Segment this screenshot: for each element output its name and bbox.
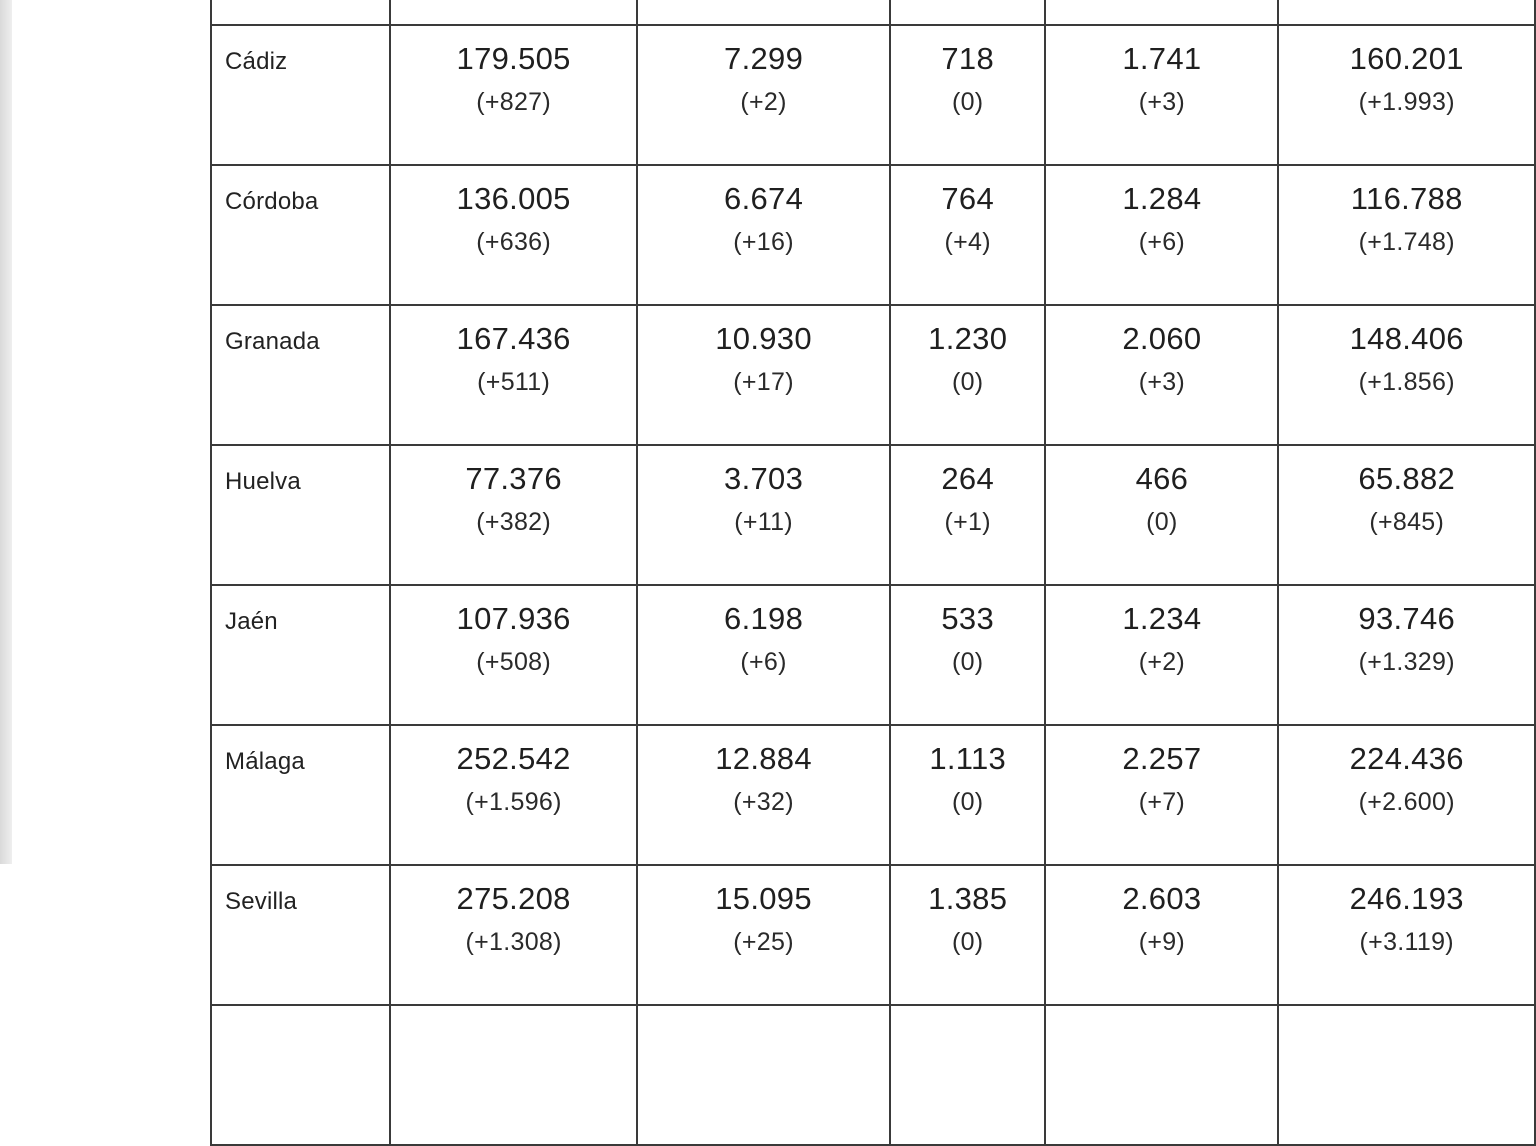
value-cell — [1278, 445, 1535, 585]
province-cell: Cádiz — [211, 25, 390, 165]
cell-daily-change: (+845) — [1369, 508, 1445, 536]
cell-value: 6.674 — [724, 181, 804, 216]
value-cell — [890, 585, 1045, 725]
cell-daily-change: (+1) — [944, 508, 991, 536]
cell-daily-change: (0) — [951, 788, 984, 816]
value-cell — [637, 1005, 890, 1145]
cell-daily-change: (+1.856) — [1358, 368, 1455, 396]
value-cell — [1278, 1005, 1535, 1145]
cell-daily-change: (+2) — [740, 88, 787, 116]
cell-value: 107.936 — [456, 601, 571, 636]
province-cell: Jaén — [211, 585, 390, 725]
cell-daily-change: (+17) — [733, 368, 794, 396]
value-cell — [1045, 1005, 1278, 1145]
cell-value: 1.234 — [1122, 601, 1202, 636]
value-cell — [390, 445, 637, 585]
cell-value: 7.299 — [724, 41, 804, 76]
value-cell — [637, 445, 890, 585]
value-cell — [637, 0, 890, 25]
cell-daily-change: (+6) — [740, 648, 787, 676]
value-cell — [1045, 0, 1278, 25]
value-cell — [637, 25, 890, 165]
document-page — [12, 0, 1536, 956]
table-row — [211, 585, 1535, 725]
cell-value: 466 — [1135, 461, 1189, 496]
cell-daily-change: (0) — [951, 648, 984, 676]
cell-daily-change: (+9) — [1138, 928, 1186, 956]
viewer-left-edge — [0, 0, 12, 864]
value-cell — [1045, 25, 1278, 165]
value-cell — [637, 305, 890, 445]
value-cell — [890, 25, 1045, 165]
value-cell — [890, 725, 1045, 865]
cell-daily-change: (+3) — [1138, 368, 1186, 396]
province-cell: Huelva — [211, 445, 390, 585]
cell-daily-change: (0) — [951, 368, 984, 396]
value-cell — [390, 165, 637, 305]
cell-daily-change: (+3) — [1138, 88, 1186, 116]
cell-value: 148.406 — [1349, 321, 1464, 356]
province-cell: Granada — [211, 305, 390, 445]
cell-value: 246.193 — [1349, 881, 1464, 916]
cell-daily-change: (+32) — [733, 788, 794, 816]
value-cell — [890, 865, 1045, 1005]
value-cell — [890, 165, 1045, 305]
cell-value: 764 — [941, 181, 995, 216]
value-cell — [390, 25, 637, 165]
table-row — [211, 0, 1535, 25]
cell-daily-change: (+508) — [476, 648, 552, 676]
value-cell — [1045, 305, 1278, 445]
cell-daily-change: (+636) — [476, 228, 552, 256]
table-body — [211, 0, 1535, 1145]
cell-daily-change: (+2) — [1138, 648, 1186, 676]
province-cell: Córdoba — [211, 165, 390, 305]
cell-value: 264 — [941, 461, 995, 496]
value-cell — [637, 165, 890, 305]
cell-value: 2.060 — [1122, 321, 1202, 356]
value-cell — [1045, 865, 1278, 1005]
value-cell — [1278, 165, 1535, 305]
cell-daily-change: (+1.748) — [1358, 228, 1455, 256]
cell-daily-change: (+511) — [477, 368, 551, 396]
value-cell — [390, 585, 637, 725]
province-cell — [211, 1005, 390, 1145]
cell-daily-change: (0) — [1146, 508, 1178, 536]
cell-value: 179.505 — [456, 41, 571, 76]
value-cell — [1278, 585, 1535, 725]
table-row — [211, 445, 1535, 585]
cell-daily-change: (0) — [951, 88, 984, 116]
cell-value: 116.788 — [1350, 181, 1463, 216]
province-cell: Málaga — [211, 725, 390, 865]
table-row — [211, 25, 1535, 165]
cell-value: 3.703 — [724, 461, 804, 496]
province-cell: Sevilla — [211, 865, 390, 1005]
cell-value: 167.436 — [456, 321, 571, 356]
cell-value: 12.884 — [715, 741, 812, 776]
cell-daily-change: (+4) — [944, 228, 991, 256]
cell-daily-change: (+827) — [476, 88, 552, 116]
cell-value: 275.208 — [456, 881, 571, 916]
value-cell — [890, 0, 1045, 25]
table-row — [211, 865, 1535, 1005]
cell-value: 1.230 — [928, 321, 1008, 356]
cell-daily-change: (+1.329) — [1358, 648, 1455, 676]
cell-value: 10.930 — [715, 321, 812, 356]
cell-value: 6.198 — [724, 601, 804, 636]
cell-value: 1.741 — [1122, 41, 1202, 76]
value-cell — [1278, 725, 1535, 865]
table-row — [211, 305, 1535, 445]
value-cell — [1278, 865, 1535, 1005]
cell-daily-change: (0) — [951, 928, 984, 956]
cell-value: 15.095 — [715, 881, 812, 916]
value-cell — [1278, 0, 1535, 25]
cell-value: 160.201 — [1349, 41, 1464, 76]
value-cell — [637, 585, 890, 725]
cell-value: 2.603 — [1122, 881, 1202, 916]
cell-daily-change: (+382) — [476, 508, 552, 536]
cell-daily-change: (+6) — [1138, 228, 1186, 256]
cell-daily-change: (+1.993) — [1358, 88, 1455, 116]
value-cell — [890, 305, 1045, 445]
cell-value: 252.542 — [456, 741, 571, 776]
cell-value: 1.284 — [1122, 181, 1202, 216]
value-cell — [890, 1005, 1045, 1145]
table-row — [211, 725, 1535, 865]
cell-daily-change: (+7) — [1138, 788, 1186, 816]
value-cell — [1045, 585, 1278, 725]
cell-value: 65.882 — [1358, 461, 1456, 496]
cell-daily-change: (+16) — [733, 228, 794, 256]
value-cell — [390, 0, 637, 25]
value-cell — [1045, 445, 1278, 585]
table-row — [211, 1005, 1535, 1145]
value-cell — [637, 725, 890, 865]
cell-daily-change: (+1.596) — [465, 788, 562, 816]
covid-province-table — [210, 0, 1536, 1146]
cell-value: 224.436 — [1349, 741, 1464, 776]
cell-value: 1.113 — [929, 741, 1007, 776]
value-cell — [1278, 305, 1535, 445]
cell-value: 136.005 — [456, 181, 571, 216]
value-cell — [637, 865, 890, 1005]
cell-value: 77.376 — [465, 461, 562, 496]
cell-value: 533 — [941, 601, 995, 636]
table-row — [211, 165, 1535, 305]
value-cell — [1045, 725, 1278, 865]
cell-value: 2.257 — [1122, 741, 1202, 776]
cell-daily-change: (+2.600) — [1358, 788, 1455, 816]
cell-value: 93.746 — [1358, 601, 1456, 636]
value-cell — [890, 445, 1045, 585]
value-cell — [390, 725, 637, 865]
cell-value: 718 — [941, 41, 995, 76]
value-cell — [390, 1005, 637, 1145]
value-cell — [390, 865, 637, 1005]
value-cell — [1278, 25, 1535, 165]
cell-daily-change: (+3.119) — [1359, 928, 1454, 956]
province-cell — [211, 0, 390, 25]
value-cell — [1045, 165, 1278, 305]
cell-daily-change: (+25) — [733, 928, 794, 956]
cell-value: 1.385 — [928, 881, 1008, 916]
value-cell — [390, 305, 637, 445]
cell-daily-change: (+11) — [734, 508, 793, 536]
cell-daily-change: (+1.308) — [465, 928, 562, 956]
